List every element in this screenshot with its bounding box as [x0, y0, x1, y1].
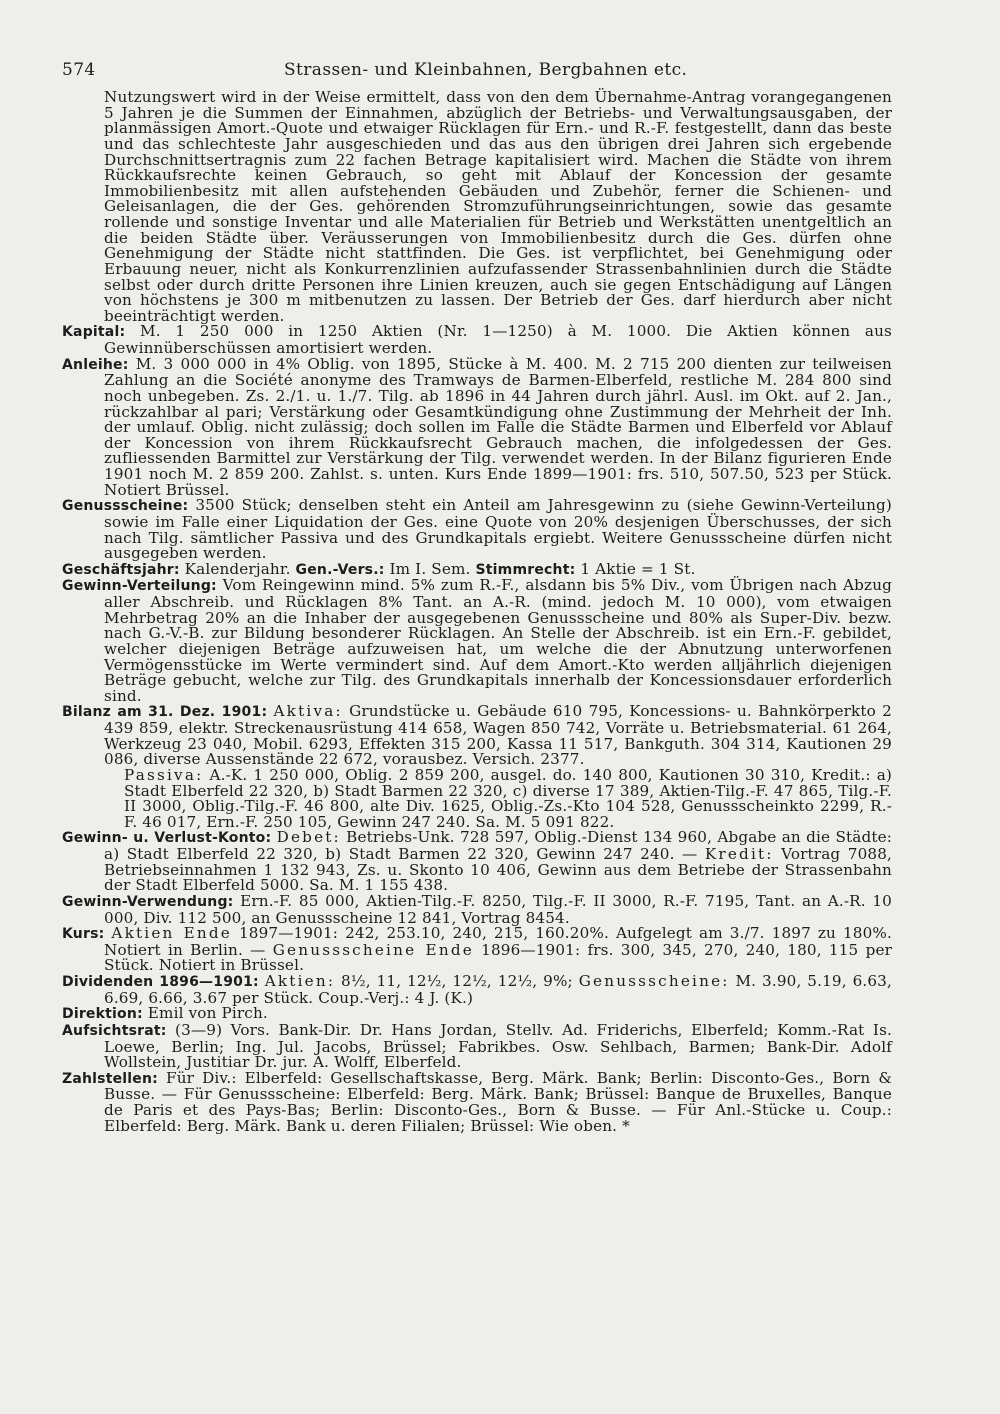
text-kapital: M. 1 250 000 in 1250 Aktien (Nr. 1—1250) à M. 1000. Die Aktien können aus Gewinnüberschüssen amortisiert werden. [104, 322, 892, 357]
word-passiva: Passiva: [124, 765, 204, 784]
text-geschaeftsjahr: Kalenderjahr. [179, 559, 296, 578]
word-genussscheine: Genussscheine: [578, 972, 730, 990]
text-zahlstellen: Für Div.: Elberfeld: Gesellschaftskasse, Berg. Märk. Bank; Berlin: Disconto-Ges., Born & Busse. — Für Genussscheine: Elberfeld: Berg. Märk. Bank; Brüssel: Banque de Bruxelles, Banque de Paris et des Pays-Bas; Berlin: Disconto-Ges., Born & Busse. — Für Anl.-Stücke u. Coup.: Elberfeld: Berg. Märk. Bank u. deren Filialen; Brüssel: Wie oben. * [104, 1068, 892, 1135]
entry-gewinn-verlust [62, 830, 892, 894]
entry-dividenden [62, 974, 892, 1006]
text-kurs-aktien: 1897—1901: 242, 253.10, 240, 215, 160.20%. Aufgelegt am 3./7. 1897 zu 180%. Notiert in Berlin. — [104, 924, 892, 959]
entry-kapital [62, 324, 892, 356]
entry-kurs [62, 926, 892, 974]
text-passiva: A.-K. 1 250 000, Oblig. 2 859 200, ausgel. do. 140 800, Kautionen 30 310, Kredit.: a) Stadt Elberfeld 22 320, b) Stadt Barmen 22 320, c) diverse 17 389, Aktien-Tilg.-F. 47 865, Tilg.-F. II 3000, Oblig.-Tilg.-F. 46 800, alte Div. 1625, Oblig.-Zs.-Kto 104 528, Genussscheinkto 2299, R.-F. 46 017, Ern.-F. 250 105, Gewinn 247 240. Sa. M. 5 091 822. [124, 765, 892, 831]
text-kredit: Vortrag 7088, Betriebseinnahmen 1 132 943, Zs. u. Skonto 10 406, Gewinn aus dem Betriebe der Strassenbahn der Stadt Elberfeld 5000. Sa. M. 1 155 438. [104, 845, 892, 895]
word-genussscheine-ende: Genussscheine Ende [272, 940, 474, 959]
intro-paragraph: Nutzungswert wird in der Weise ermittelt, dass von den dem Übernahme-Antrag vorangegangenen 5 Jahren je die Summen der Einnahmen, abzüglich der Betriebs- und Verwaltungsausgaben, der planmässigen Amort.-Quote und etwaiger Rücklagen für Ern.- und R.-F. festgestellt, dann das beste und das schlechteste Jahr ausgeschieden und das aus den übrigen drei Jahren sich ergebende Durchschnittsertragnis zum 22 fachen Betrage kapitalisiert wird. Machen die Städte von ihrem Rückkaufsrechte keinen Gebrauch, so geht mit Ablauf der Koncession der gesamte Immobilienbesitz mit allen aufstehenden Gebäuden und Zubehör, ferner die Schienen- und Geleisanlagen, die der Ges. gehörenden Stromzuführungseinrichtungen, sowie das gesamte rollende und sonstige Inventar und alle Materialien für Betrieb und Werkstätten unentgeltlich an die beiden Städte über. Veräusserungen von Immobilienbesitz durch die Ges. dürfen ohne Genehmigung der Städte nicht stattfinden. Die Ges. ist verpflichtet, bei Genehmigung oder Erbauung neuer, nicht als Konkurrenzlinien aufzufassender Strassenbahnlinien durch die Städte selbst oder durch dritte Personen ihre Linien kreuzen, auch sie gegen Entschädigung auf Längen von höchstens je 300 m mitbenutzen zu lassen. Der Betrieb der Ges. darf hierdurch aber nicht beeinträchtigt werden. [104, 88, 892, 325]
text-gewinn-verwendung: Ern.-F. 85 000, Aktien-Tilg.-F. 8250, Tilg.-F. II 3000, R.-F. 7195, Tant. an A.-R. 10 000, Div. 112 500, an Genussscheine 12 841, Vortrag 8454. [104, 891, 892, 927]
entry-zahlstellen [62, 1068, 892, 1135]
label-gewinn-verteilung: Gewinn-Verteilung: [62, 578, 217, 595]
running-head [62, 60, 892, 90]
text-body [62, 90, 892, 1134]
text-aktiva: Grundstücke u. Gebäude 610 795, Koncessions- u. Bahnkörperkto 2 439 859, elektr. Streckenausrüstung 414 658, Wagen 850 742, Vorräte u. Betriebsmaterial. 61 264, Werkzeug 23 040, Mobil. 6293, Effekten 315 200, Kassa 11 517, Bankguth. 304 314, Kautionen 29 086, diverse Aussenstände 22 672, vorausbez. Versich. 2377. [104, 702, 892, 769]
word-debet: Debet: [276, 828, 341, 847]
text-kurs-genussscheine: 1896—1901: frs. 300, 345, 270, 240, 180, 115 per Stück. Notiert in Brüssel. [104, 940, 893, 975]
label-stimmrecht: Stimmrecht: [475, 561, 576, 578]
label-gewinn-verwendung: Gewinn-Verwendung: [62, 893, 234, 910]
text-dividenden-aktien: 8½, 11, 12½, 12½, 12½, 9%; [335, 972, 579, 990]
text-aufsichtsrat: (3—9) Vors. Bank-Dir. Dr. Hans Jordan, Stellv. Ad. Friderichs, Elberfeld; Komm.-Rat Is. Loewe, Berlin; Ing. Jul. Jacobs, Brüssel; Fabrikbes. Osw. Sehlbach, Barmen; Bank-Dir. Adolf Wollstein, Justitiar Dr. jur. A. Wolff, Elberfeld. [104, 1020, 892, 1072]
word-aktien: Aktien: [264, 972, 336, 990]
text-gewinn-verteilung: Vom Reingewinn mind. 5% zum R.-F., alsdann bis 5% Div., vom Übrigen nach Abzug aller Abschreib. und Rücklagen 8% Tant. an A.-R. (mind. jedoch M. 10 000), vom etwaigen Mehrbetrag 20% an die Inhaber der ausgegebenen Genussscheine und 80% als Super-Div. bezw. nach G.-V.-B. zur Bildung besonderer Rücklagen. An Stelle der Abschreib. ist ein Ern.-F. gebildet, welcher diejenigen Beträge aufzuweisen hat, um welche die der Abnutzung unterworfenen Vermögensstücke im Werte vermindert sind. Auf dem Amort.-Kto werden alljährlich diejenigen Beträge gebucht, welche zur Tilg. des Grundkapitals innerhalb der Koncessionsdauer erforderlich sind. [104, 576, 892, 705]
text-dividenden-genussscheine: M. 3.90, 5.19, 6.63, 6.69, 6.66, 3.67 per Stück. Coup.-Verj.: 4 J. (K.) [104, 972, 892, 1007]
entry-anleihe [62, 354, 892, 499]
label-aufsichtsrat: Aufsichtsrat: [62, 1022, 167, 1039]
label-anleihe: Anleihe: [62, 356, 129, 373]
word-aktien-ende: Aktien Ende [111, 924, 232, 943]
text-debet: Betriebs-Unk. 728 597, Oblig.-Dienst 134 960, Abgabe an die Städte: a) Stadt Elberfeld 22 320, b) Stadt Barmen 22 320, Gewinn 247 240. — [104, 828, 892, 863]
label-gewinn-verlust: Gewinn- u. Verlust-Konto: [62, 830, 272, 847]
text-stimmrecht: 1 Aktie = 1 St. [575, 559, 696, 578]
label-gen-vers: Gen.-Vers.: [295, 561, 385, 578]
text-direktion: Emil von Pirch. [142, 1004, 268, 1023]
label-kapital: Kapital: [62, 324, 126, 341]
word-kredit: Kredit: [704, 845, 774, 863]
entry-bilanz [62, 704, 892, 830]
entry-aufsichtsrat [62, 1020, 892, 1072]
label-bilanz: Bilanz am 31. Dez. 1901: [62, 704, 268, 721]
word-aktiva: Aktiva: [273, 702, 343, 721]
text-genussscheine: 3500 Stück; denselben steht ein Anteil am Jahresgewinn zu (siehe Gewinn-Verteilung) sowie im Falle einer Liquidation der Ges. eine Quote von 20% desjenigen Überschusses, der sich nach Tilg. sämtlicher Passiva und des Grundkapitals ergiebt. Weitere Genussscheine dürfen nicht ausgegeben werden. [104, 496, 892, 563]
label-genussscheine: Genussscheine: [62, 498, 189, 515]
label-direktion: Direktion: [62, 1006, 143, 1023]
label-geschaeftsjahr: Geschäftsjahr: [62, 561, 180, 578]
text-anleihe: M. 3 000 000 in 4% Oblig. von 1895, Stücke à M. 400. M. 2 715 200 dienten zur teilweisen Zahlung an die Société anonyme des Tramways de Barmen-Elberfeld, restliche M. 284 800 sind noch unbegeben. Zs. 2./1. u. 1./7. Tilg. ab 1896 in 44 Jahren durch jährl. Ausl. im Okt. auf 2. Jan., rückzahlbar al pari; Verstärkung oder Gesamtkündigung ohne Zustimmung der Mehrheit der Inh. der umlauf. Oblig. nicht zulässig; doch sollen im Falle die Städte Barmen und Elberfeld vor Ablauf der Koncession von ihrem Rückkaufsrecht Gebrauch machen, die infolgedessen der Ges. zufliessenden Barmittel zur Verstärkung der Tilg. verwendet werden. In der Bilanz figurieren Ende 1901 noch M. 2 859 200. Zahlst. s. unten. Kurs Ende 1899—1901: frs. 510, 507.50, 523 per Stück. Notiert Brüssel. [104, 354, 892, 499]
entry-genussscheine [62, 498, 892, 562]
label-kurs: Kurs: [62, 926, 105, 943]
label-zahlstellen: Zahlstellen: [62, 1070, 158, 1087]
text-gen-vers: Im I. Sem. [384, 559, 476, 578]
running-title: Strassen- und Kleinbahnen, Bergbahnen etc. [284, 60, 688, 80]
entry-gewinn-verwendung [62, 891, 892, 927]
entry-gewinn-verteilung [62, 578, 892, 704]
label-dividenden: Dividenden 1896—1901: [62, 974, 259, 990]
page-number: 574 [62, 60, 96, 80]
